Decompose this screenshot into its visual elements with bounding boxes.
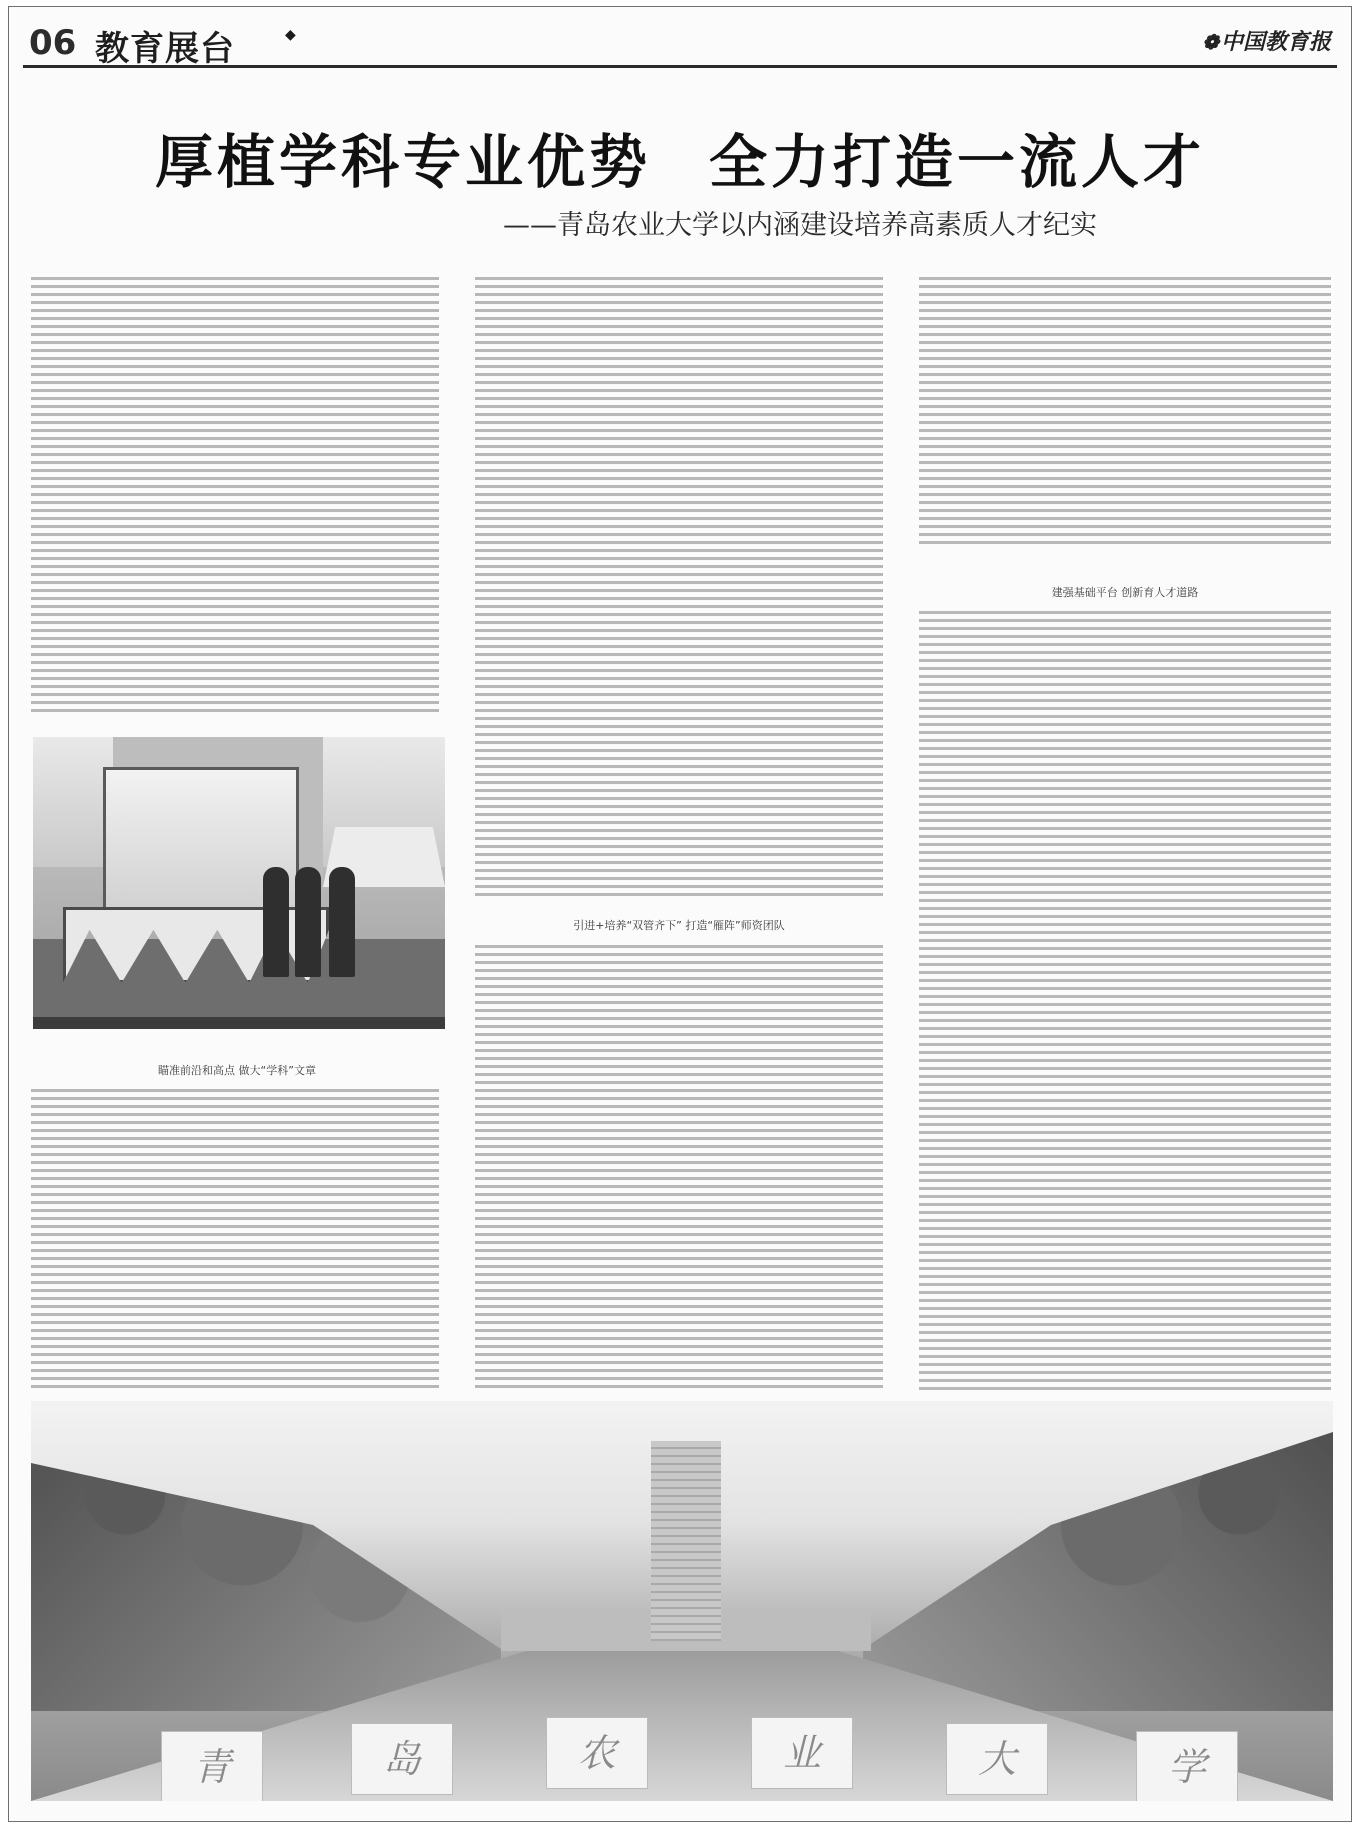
body-text-block [919, 277, 1331, 547]
column-1 [31, 277, 439, 717]
section-glyph: ◆ [285, 27, 296, 43]
masthead [23, 21, 1337, 68]
stone-2: 岛 [351, 1723, 453, 1795]
stone-3: 农 [546, 1717, 648, 1789]
column-1-lower [31, 1089, 439, 1393]
stone-1: 青 [161, 1731, 263, 1801]
body-text-block [31, 1089, 439, 1393]
headline-part1: 厚植学科专业优势 [154, 128, 651, 196]
section-heading-3: 建强基础平台 创新育人才道路 [1051, 586, 1199, 599]
section-heading-1: 瞄准前沿和高点 做大“学科”文章 [158, 1064, 316, 1077]
campus-name-stones [31, 1701, 1333, 1801]
article-headline [9, 115, 1351, 199]
logo-mark-icon: ❁ [1202, 30, 1219, 54]
headline-part2: 全力打造一流人才 [709, 128, 1206, 196]
newspaper-page [8, 6, 1352, 1822]
body-text-block [475, 945, 883, 1393]
body-text-block [919, 611, 1331, 1393]
column-3-lower [919, 611, 1331, 1393]
page-number: 06 [29, 23, 77, 63]
paper-name: 中国教育报 [1220, 29, 1331, 55]
body-text-block [31, 277, 439, 717]
section-title: 教育展台 [95, 29, 235, 69]
photo-caption [33, 1017, 445, 1029]
photo-campus [31, 1401, 1333, 1801]
body-text-block [475, 277, 883, 897]
section-heading-2: 引进+培养“双管齐下” 打造“雁阵”师资团队 [573, 919, 785, 932]
stone-6: 学 [1136, 1731, 1238, 1801]
paper-logo [1202, 25, 1331, 56]
column-2 [475, 277, 883, 897]
article-subheadline: ——青岛农业大学以内涵建设培养高素质人才纪实 [503, 210, 1097, 241]
photo-harvester [33, 737, 445, 1029]
stone-5: 大 [946, 1723, 1048, 1795]
column-3 [919, 277, 1331, 547]
column-2-lower [475, 945, 883, 1393]
stone-4: 业 [751, 1717, 853, 1789]
